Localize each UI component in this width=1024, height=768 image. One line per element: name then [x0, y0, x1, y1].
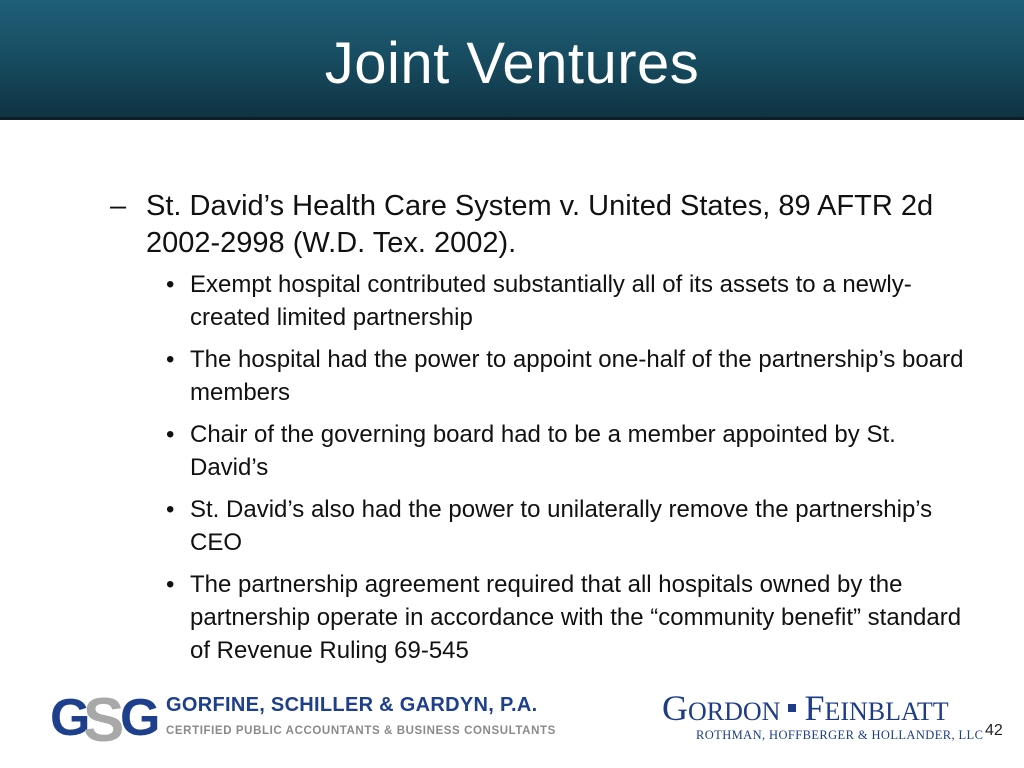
svg-text:G: G [120, 689, 161, 745]
gsg-firm-name: GORFINE, SCHILLER & GARDYN, P.A. [166, 694, 538, 716]
sub-point-text: St. David’s also had the power to unilaterally remove the partnership’s CEO [190, 496, 933, 556]
sub-point-text: The hospital had the power to appoint one-half of the partnership’s board members [190, 346, 964, 406]
slide-title: Joint Ventures [324, 31, 700, 96]
bullet-marker: • [166, 571, 175, 598]
gsg-tagline: CERTIFIED PUBLIC ACCOUNTANTS & BUSINESS CONSULTANTS [166, 725, 556, 737]
sub-point-text: Chair of the governing board had to be a member appointed by St. David’s [190, 421, 896, 481]
gf-firm-name [662, 688, 949, 732]
svg-text:G: G [50, 689, 91, 745]
sub-point [166, 418, 970, 484]
dash-marker: – [110, 190, 127, 222]
svg-text:S: S [83, 686, 125, 745]
gf-name-einblatt: EINBLATT [824, 697, 949, 726]
gf-subtitle: ROTHMAN, HOFFBERGER & HOLLANDER, LLC [696, 728, 984, 742]
slide-content [110, 188, 970, 676]
main-point-text: St. David’s Health Care System v. United States, 89 AFTR 2d 2002-2998 (W.D. Tex. 2002). [146, 190, 934, 259]
gf-separator-icon [788, 704, 796, 712]
sub-point [166, 493, 970, 559]
bullet-marker: • [166, 496, 175, 523]
gf-name-ordon: ORDON [688, 697, 781, 726]
sub-point-text: Exempt hospital contributed substantially all of its assets to a newly-created limited partnership [190, 271, 912, 331]
main-point [110, 188, 970, 262]
page-number: 42 [985, 722, 1003, 739]
sub-point [166, 568, 970, 667]
bullet-marker: • [166, 346, 175, 373]
gordon-feinblatt-logo [662, 688, 984, 748]
bullet-marker: • [166, 271, 175, 298]
gsg-monogram-icon [50, 683, 162, 745]
gf-initial-f: F [804, 688, 825, 728]
gf-initial-g: G [662, 688, 688, 728]
sub-point-list [166, 268, 970, 667]
sub-point-text: The partnership agreement required that all hospitals owned by the partnership operate in accordance with the “community benefit” standard of Revenue Ruling 69-545 [190, 571, 962, 664]
bullet-marker: • [166, 421, 175, 448]
sub-point [166, 268, 970, 334]
sub-point [166, 343, 970, 409]
gsg-logo [50, 683, 585, 745]
title-bar [0, 0, 1024, 120]
